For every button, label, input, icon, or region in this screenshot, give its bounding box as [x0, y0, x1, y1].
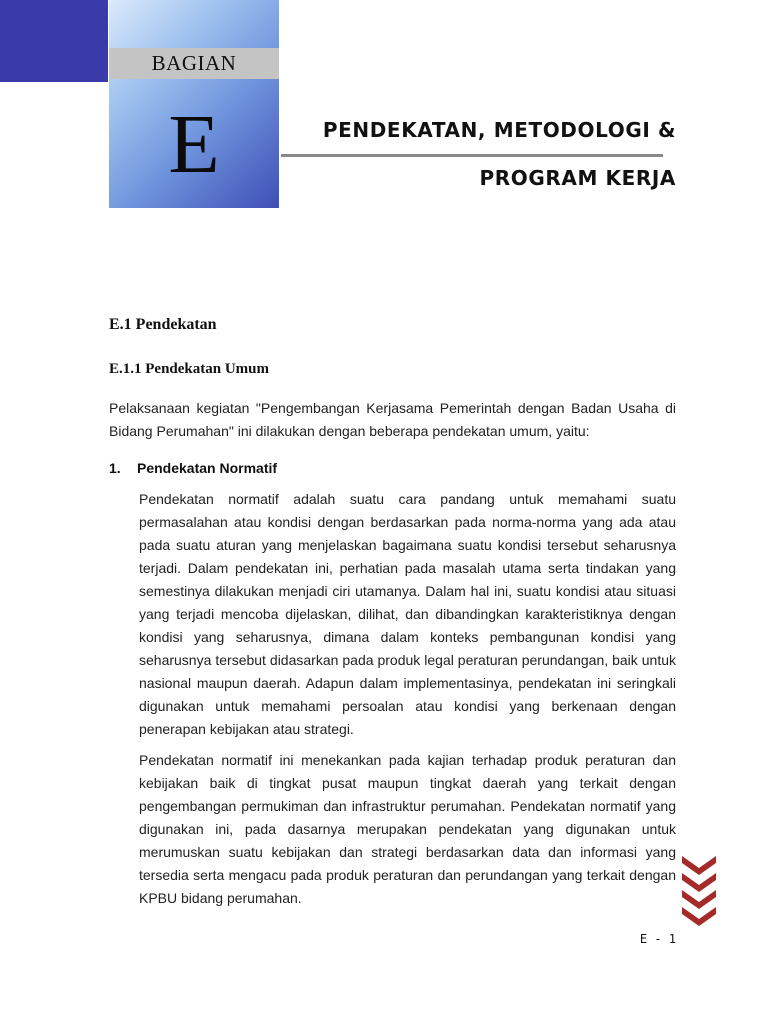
list-item-number: 1. [109, 460, 121, 476]
section-letter: E [168, 98, 220, 191]
chapter-title-line1: PENDEKATAN, METODOLOGI & [322, 118, 676, 142]
title-divider [281, 154, 663, 157]
body-paragraph-2: Pendekatan normatif ini menekankan pada kajian terhadap produk peraturan dan kebijakan baik di tingkat pusat maupun tingkat daerah yang terkait dengan pengembangan permukiman dan infrastruktur perumahan. Pendekatan normatif yang digunakan ini, pada dasarnya merupakan pendekatan yang digunakan untuk merumuskan suatu kebijakan dan strategi berdasarkan data dan informasi yang tersedia serta mengacu pada produk peraturan dan perundangan yang terkait dengan KPBU bidang perumahan. [139, 752, 676, 906]
list-item-heading [109, 460, 277, 476]
section-label: BAGIAN [109, 48, 279, 79]
intro-paragraph: Pelaksanaan kegiatan "Pengembangan Kerjasama Pemerintah dengan Badan Usaha di Bidang Perumahan" ini dilakukan dengan beberapa pendekatan umum, yaitu: [109, 400, 676, 439]
page-number: E - 1 [639, 932, 676, 946]
body-paragraph-1: Pendekatan normatif adalah suatu cara pandang untuk memahami suatu permasalahan atau kondisi dengan berdasarkan pada norma-norma yang ada atau pada suatu aturan yang menjelaskan bagaimana suatu kondisi tersebut seharusnya terjadi. Dalam pendekatan ini, perhatian pada masalah utama serta tindakan yang semestinya dilakukan menjadi ciri utamanya. Dalam hal ini, suatu kondisi atau situasi yang terjadi mencoba dijelaskan, dilihat, dan dibandingkan karakteristiknya dengan kondisi yang seharusnya, dimana dalam konteks pembangunan kondisi yang seharusnya tersebut didasarkan pada produk legal peraturan perundangan, baik untuk nasional maupun daerah. Adapun dalam implementasinya, pendekatan ini seringkali digunakan untuk memahami persoalan atau kondisi yang berkenaan dengan penerapan kebijakan atau strategi. [139, 491, 676, 737]
subsection-heading: E.1.1 Pendekatan Umum [109, 361, 270, 377]
list-item-title: Pendekatan Normatif [137, 460, 278, 476]
section-heading: E.1 Pendekatan [109, 316, 217, 333]
chevron-down-icon [682, 856, 716, 926]
corner-accent-block [0, 0, 108, 82]
chapter-title-line2: PROGRAM KERJA [479, 166, 676, 190]
